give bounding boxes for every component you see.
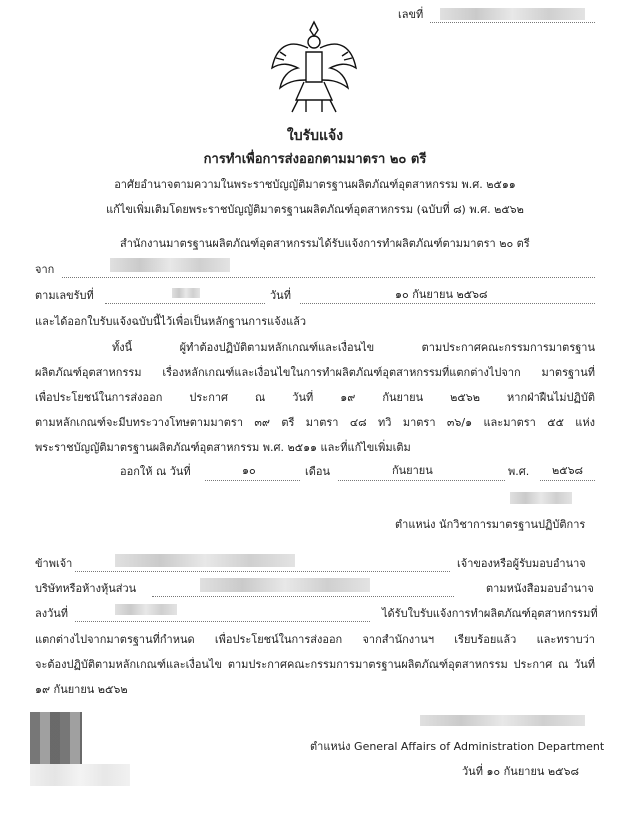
from-field bbox=[62, 277, 595, 278]
number-field bbox=[430, 22, 595, 23]
issued-statement: และได้ออกใบรับแจ้งฉบับนี้ไว้เพื่อเป็นหลักฐานการแจ้งแล้ว bbox=[35, 315, 307, 328]
redacted-from bbox=[110, 258, 230, 272]
redacted-ack-name bbox=[115, 554, 295, 567]
body-line: พระราชบัญญัติมาตรฐานผลิตภัณฑ์อุตสาหกรรม พ.ศ. ๒๕๑๑ และที่แก้ไขเพิ่มเติม bbox=[35, 441, 411, 454]
receipt-date-value: ๑๐ กันยายน ๒๕๖๘ bbox=[395, 288, 488, 301]
garuda-emblem-icon bbox=[268, 18, 360, 118]
issue-day: ๑๐ bbox=[242, 464, 256, 477]
ack-line: ๑๙ กันยายน ๒๕๖๒ bbox=[35, 683, 128, 696]
number-label: เลขที่ bbox=[398, 8, 424, 21]
body-line: ตามหลักเกณฑ์จะมีบทระวางโทษตามมาตรา ๓๙ ตรี มาตรา ๔๘ ทวิ มาตรา ๓๖/๑ และมาตรา ๕๕ แห่ง bbox=[35, 416, 595, 429]
body-line: ทั้งนี้ ผู้ทำต้องปฏิบัติตามหลักเกณฑ์และเงื่อนไข ตามประกาศคณะกรรมการมาตรฐาน bbox=[112, 341, 595, 354]
redacted-stamp-text bbox=[30, 764, 130, 786]
ack-date-label: ลงวันที่ bbox=[35, 607, 69, 620]
issue-month-label: เดือน bbox=[305, 465, 331, 478]
receipt-date-field bbox=[300, 303, 595, 304]
receipt-number-field bbox=[105, 303, 265, 304]
ack-name-field bbox=[75, 571, 450, 572]
issue-year: ๒๕๖๘ bbox=[552, 464, 584, 477]
redacted-company bbox=[200, 578, 370, 592]
signer-date: วันที่ ๑๐ กันยายน ๒๕๖๘ bbox=[462, 765, 579, 778]
body-line: ผลิตภัณฑ์อุตสาหกรรม เรื่องหลักเกณฑ์และเงื่อนไขในการทำผลิตภัณฑ์อุตสาหกรรมที่แตกต่างไปจาก มาตรฐานที่ bbox=[35, 366, 595, 379]
ack-line: แตกต่างไปจากมาตรฐานที่กำหนด เพื่อประโยชน์ในการส่งออก จากสำนักงานฯ เรียบร้อยแล้ว และทราบว่า bbox=[35, 633, 595, 646]
redacted-ack-date bbox=[115, 604, 177, 615]
issue-date-label: ออกให้ ณ วันที่ bbox=[120, 465, 191, 478]
company-stamp bbox=[30, 712, 82, 764]
authority-line-2: แก้ไขเพิ่มเติมโดยพระราชบัญญัติมาตรฐานผลิตภัณฑ์อุตสาหกรรม (ฉบับที่ ๘) พ.ศ. ๒๕๖๒ bbox=[106, 203, 524, 216]
receipt-number-label: ตามเลขรับที่ bbox=[35, 289, 94, 302]
intro-text: สำนักงานมาตรฐานผลิตภัณฑ์อุตสาหกรรมได้รับแจ้งการทำผลิตภัณฑ์ตามมาตรา ๒๐ ตรี bbox=[120, 237, 530, 250]
ack-company-field bbox=[152, 596, 454, 597]
redacted-number bbox=[440, 8, 585, 20]
ack-company-label: บริษัทหรือห้างหุ้นส่วน bbox=[35, 582, 137, 595]
ack-owner-label: เจ้าของหรือผู้รับมอบอำนาจ bbox=[457, 557, 586, 570]
issue-month: กันยายน bbox=[392, 464, 433, 477]
redacted-signer-name bbox=[420, 715, 585, 726]
ack-received-label: ได้รับใบรับแจ้งการทำผลิตภัณฑ์อุตสาหกรรมที่ bbox=[382, 607, 598, 620]
document-title: ใบรับแจ้ง bbox=[286, 128, 344, 144]
issue-year-field bbox=[540, 480, 595, 481]
ack-i-label: ข้าพเจ้า bbox=[35, 557, 73, 570]
from-label: จาก bbox=[35, 263, 55, 276]
ack-poa-label: ตามหนังสือมอบอำนาจ bbox=[486, 582, 594, 595]
issue-year-label: พ.ศ. bbox=[508, 465, 530, 478]
ack-date-field bbox=[75, 621, 370, 622]
body-line: เพื่อประโยชน์ในการส่งออก ประกาศ ณ วันที่ ๑๙ กันยายน ๒๕๖๒ หากฝ่าฝืนไม่ปฏิบัติ bbox=[35, 391, 595, 404]
document-subtitle: การทำเพื่อการส่งออกตามมาตรา ๒๐ ตรี bbox=[203, 152, 427, 167]
redacted-receipt-number bbox=[172, 288, 200, 298]
issue-month-field bbox=[338, 480, 505, 481]
ack-line: จะต้องปฏิบัติตามหลักเกณฑ์และเงื่อนไข ตามประกาศคณะกรรมการมาตรฐานผลิตภัณฑ์อุตสาหกรรม ประกาศ ณ วันที่ bbox=[35, 658, 595, 671]
issue-day-field bbox=[205, 480, 300, 481]
officer-position: ตำแหน่ง นักวิชาการมาตรฐานปฏิบัติการ bbox=[395, 518, 586, 531]
signer-position: ตำแหน่ง General Affairs of Administration Department bbox=[310, 740, 605, 753]
receipt-date-label: วันที่ bbox=[270, 289, 291, 302]
authority-line-1: อาศัยอำนาจตามความในพระราชบัญญัติมาตรฐานผลิตภัณฑ์อุตสาหกรรม พ.ศ. ๒๕๑๑ bbox=[114, 178, 516, 191]
redacted-officer-name bbox=[510, 492, 572, 504]
